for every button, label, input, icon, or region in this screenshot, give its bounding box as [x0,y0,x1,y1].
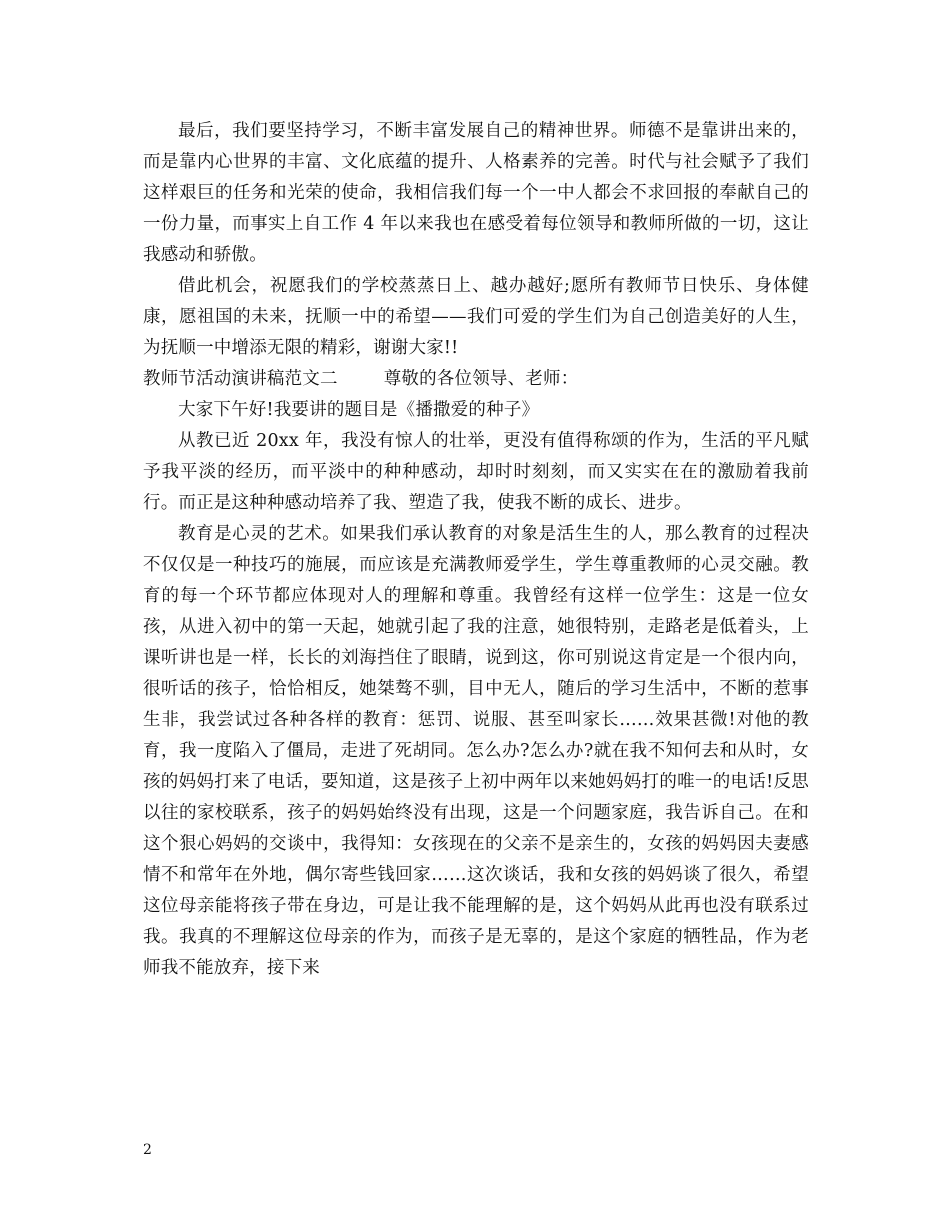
paragraph-persistent-learning: 最后，我们要坚持学习，不断丰富发展自己的精神世界。师德不是靠讲出来的，而是靠内心世界的丰富、文化底蕴的提升、人格素养的完善。时代与社会赋予了我们这样艰巨的任务和光荣的使命，我相信我们每一个一中人都会不求回报的奉献自己的一份力量，而事实上自工作 4 年以来我也在感受着每位领导和教师所做的一切，这让我感动和骄傲。 [143,121,809,265]
paragraph-greeting: 大家下午好!我要讲的题目是《播撒爱的种子》 [178,400,540,420]
document-body [143,116,809,984]
section-title: 教师节活动演讲稿范文二 [143,369,338,389]
salutation: 尊敬的各位领导、老师： [383,369,579,389]
paragraph-education-story: 教育是心灵的艺术。如果我们承认教育的对象是活生生的人，那么教育的过程决不仅仅是一种技巧的施展，而应该是充满教师爱学生，学生尊重教师的心灵交融。教育的每一个环节都应体现对人的理解和尊重。我曾经有这样一位学生：这是一位女孩，从进入初中的第一天起，她就引起了我的注意，她很特别，走路老是低着头，上课听讲也是一样，长长的刘海挡住了眼睛，说到这，你可别说这肯定是一个很内向，很听话的孩子，恰恰相反，她桀骜不驯，目中无人，随后的学习生活中，不断的惹事生非，我尝试过各种各样的教育：惩罚、说服、甚至叫家长……效果甚微!对他的教育，我一度陷入了僵局，走进了死胡同。怎么办?怎么办?就在我不知何去和从时，女孩的妈妈打来了电话，要知道，这是孩子上初中两年以来她妈妈打的唯一的电话!反思以往的家校联系，孩子的妈妈始终没有出现，这是一个问题家庭，我告诉自己。在和这个狠心妈妈的交谈中，我得知：女孩现在的父亲不是亲生的，女孩的妈妈因夫妻感情不和常年在外地，偶尔寄些钱回家……这次谈话，我和女孩的妈妈谈了很久，希望这位母亲能将孩子带在身边，可是让我不能理解的是，这个妈妈从此再也没有联系过我。我真的不理解这位母亲的作为，而孩子是无辜的，是这个家庭的牺牲品，作为老师我不能放弃，接下来 [143,524,809,978]
paragraph-closing-wishes: 借此机会，祝愿我们的学校蒸蒸日上、越办越好;愿所有教师节日快乐、身体健康，愿祖国的未来，抚顺一中的希望——我们可爱的学生们为自己创造美好的人生，为抚顺一中增添无限的精彩，谢谢大家!! [143,276,809,358]
paragraph-teaching-years: 从教已近 20xx 年，我没有惊人的壮举，更没有值得称颂的作为，生活的平凡赋予我平淡的经历，而平淡中的种种感动，却时时刻刻，而又实实在在的激励着我前行。而正是这种种感动培养了我、塑造了我，使我不断的成长、进步。 [143,431,809,513]
section-heading [143,364,809,395]
page-number: 2 [143,1142,152,1158]
